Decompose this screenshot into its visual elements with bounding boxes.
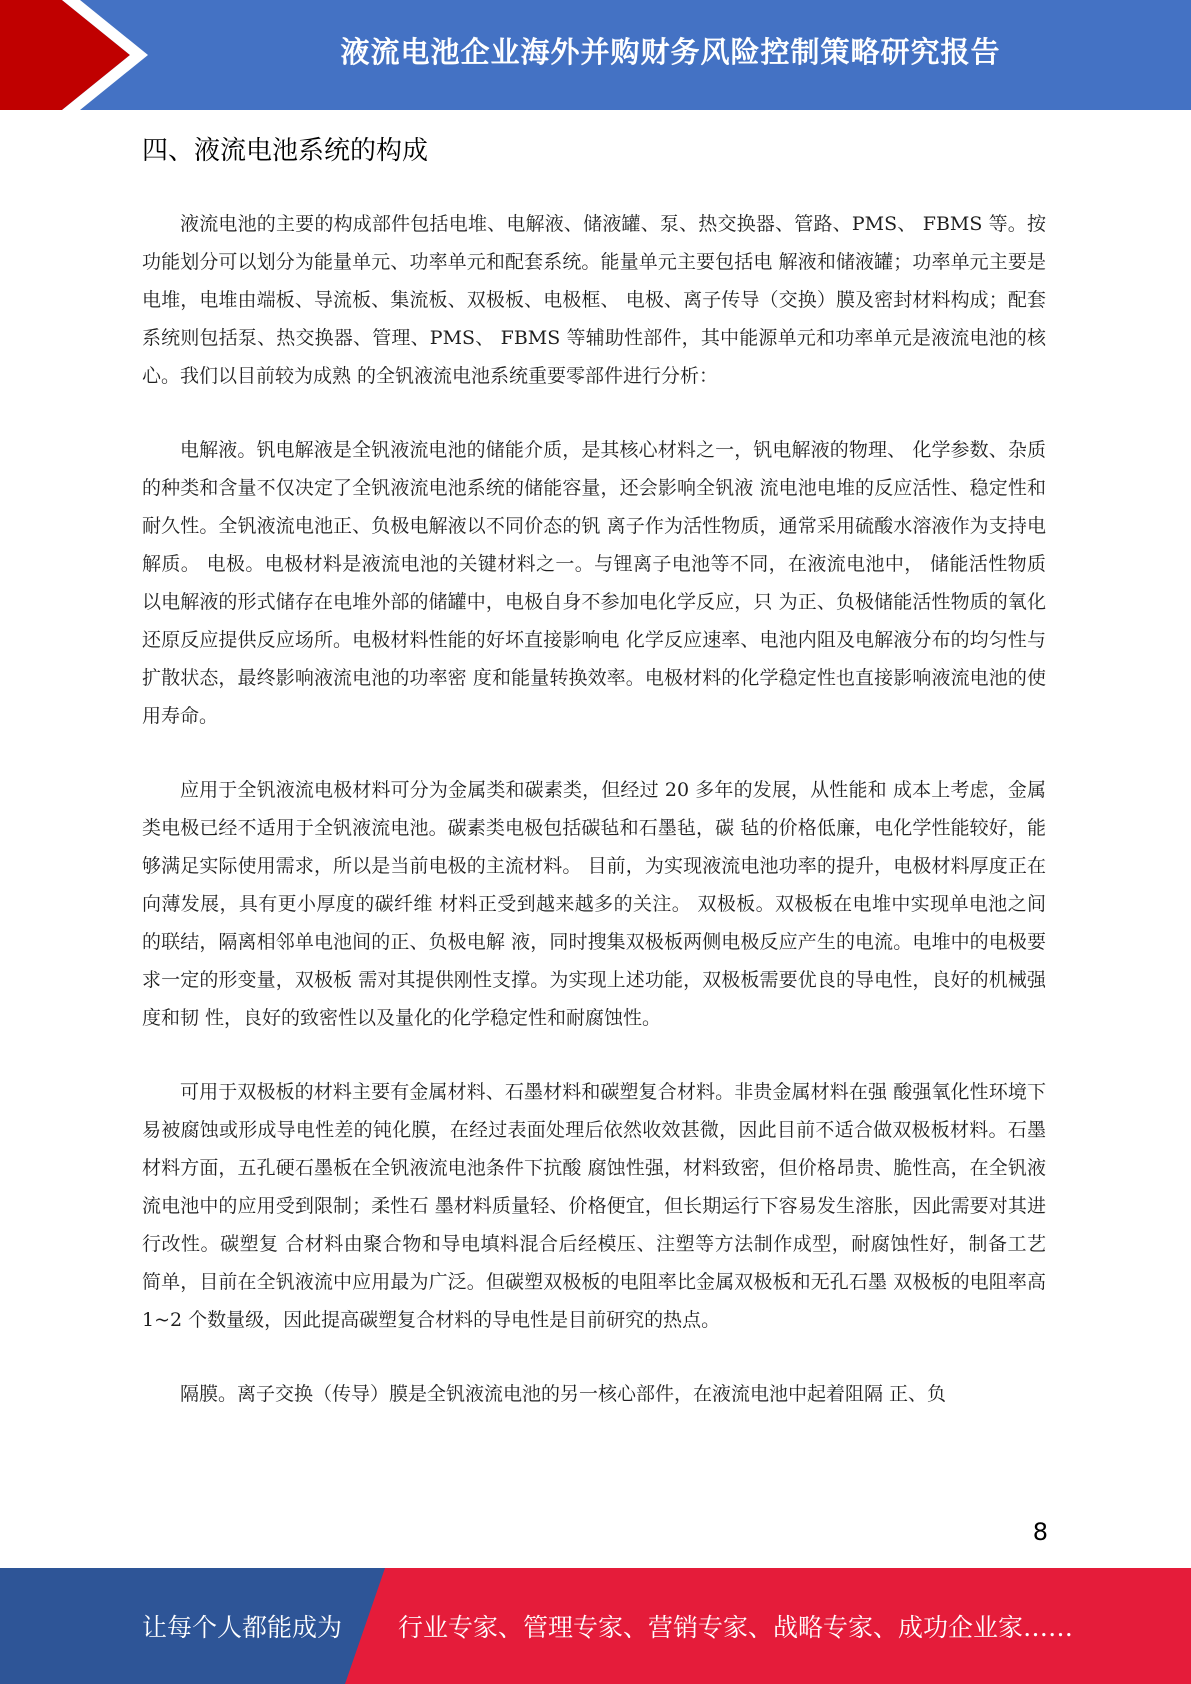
section-heading: 四、液流电池系统的构成	[142, 136, 429, 166]
paragraph-electrolyte-electrode: 电解液。钒电解液是全钒液流电池的储能介质，是其核心材料之一，钒电解液的物理、 化学参数、杂质的种类和含量不仅决定了全钒液流电池系统的储能容量，还会影响全钒液 流电池电堆的反应活性、稳定性和耐久性。全钒液流电池正、负极电解液以不同价态的钒 离子作为活性物质，通常采用硫酸水溶液作为支持电解质。 电极。电极材料是液流电池的关键材料之一。与锂离子电池等不同，在液流电池中， 储能活性物质以电解液的形式储存在电堆外部的储罐中，电极自身不参加电化学反应，只 为正、负极储能活性物质的氧化还原反应提供反应场所。电极材料性能的好坏直接影响电 化学反应速率、电池内阻及电解液分布的均匀性与扩散状态，最终影响液流电池的功率密 度和能量转换效率。电极材料的化学稳定性也直接影响液流电池的使用寿命。	[142, 439, 1046, 727]
page-footer	[0, 1568, 1191, 1684]
footer-slogan-left: 让每个人都能成为	[142, 1613, 343, 1642]
document-title: 液流电池企业海外并购财务风险控制策略研究报告	[340, 34, 1001, 69]
page-header	[0, 0, 1191, 110]
page-number: 8	[1032, 1518, 1048, 1546]
paragraph-bipolar-materials: 可用于双极板的材料主要有金属材料、石墨材料和碳塑复合材料。非贵金属材料在强 酸强氧化性环境下易被腐蚀或形成导电性差的钝化膜，在经过表面处理后依然收效甚微，因此目前不适合做双极板材料。石墨材料方面，五孔硬石墨板在全钒液流电池条件下抗酸 腐蚀性强，材料致密，但价格昂贵、脆性高，在全钒液流电池中的应用受到限制；柔性石 墨材料质量轻、价格便宜，但长期运行下容易发生溶胀，因此需要对其进行改性。碳塑复 合材料由聚合物和导电填料混合后经模压、注塑等方法制作成型，耐腐蚀性好，制备工艺 简单，目前在全钒液流中应用最为广泛。但碳塑双极板的电阻率比金属双极板和无孔石墨 双极板的电阻率高 1~2 个数量级，因此提高碳塑复合材料的导电性是目前研究的热点。	[142, 1081, 1046, 1331]
paragraph-components: 液流电池的主要的构成部件包括电堆、电解液、储液罐、泵、热交换器、管路、PMS、 FBMS 等。按功能划分可以划分为能量单元、功率单元和配套系统。能量单元主要包括电 解液和储液罐；功率单元主要是电堆，电堆由端板、导流板、集流板、双极板、电极框、 电极、离子传导（交换）膜及密封材料构成；配套系统则包括泵、热交换器、管理、PMS、 FBMS 等辅助性部件，其中能源单元和功率单元是液流电池的核心。我们以目前较为成熟 的全钒液流电池系统重要零部件进行分析：	[142, 213, 1046, 387]
paragraph-electrode-materials-bipolar: 应用于全钒液流电极材料可分为金属类和碳素类，但经过 20 多年的发展，从性能和 成本上考虑，金属类电极已经不适用于全钒液流电池。碳素类电极包括碳毡和石墨毡，碳 毡的价格低廉，电化学性能较好，能够满足实际使用需求，所以是当前电极的主流材料。 目前，为实现液流电池功率的提升，电极材料厚度正在向薄发展，具有更小厚度的碳纤维 材料正受到越来越多的关注。 双极板。双极板在电堆中实现单电池之间的联结，隔离相邻单电池间的正、负极电解 液，同时搜集双极板两侧电极反应产生的电流。电堆中的电极要求一定的形变量，双极板 需对其提供刚性支撑。为实现上述功能，双极板需要优良的导电性，良好的机械强度和韧 性，良好的致密性以及量化的化学稳定性和耐腐蚀性。	[142, 779, 1046, 1029]
body-text	[142, 205, 1046, 1449]
footer-slogan-right: 行业专家、管理专家、营销专家、战略专家、成功企业家……	[398, 1613, 1074, 1642]
paragraph-membrane: 隔膜。离子交换（传导）膜是全钒液流电池的另一核心部件，在液流电池中起着阻隔 正、负	[180, 1383, 947, 1405]
